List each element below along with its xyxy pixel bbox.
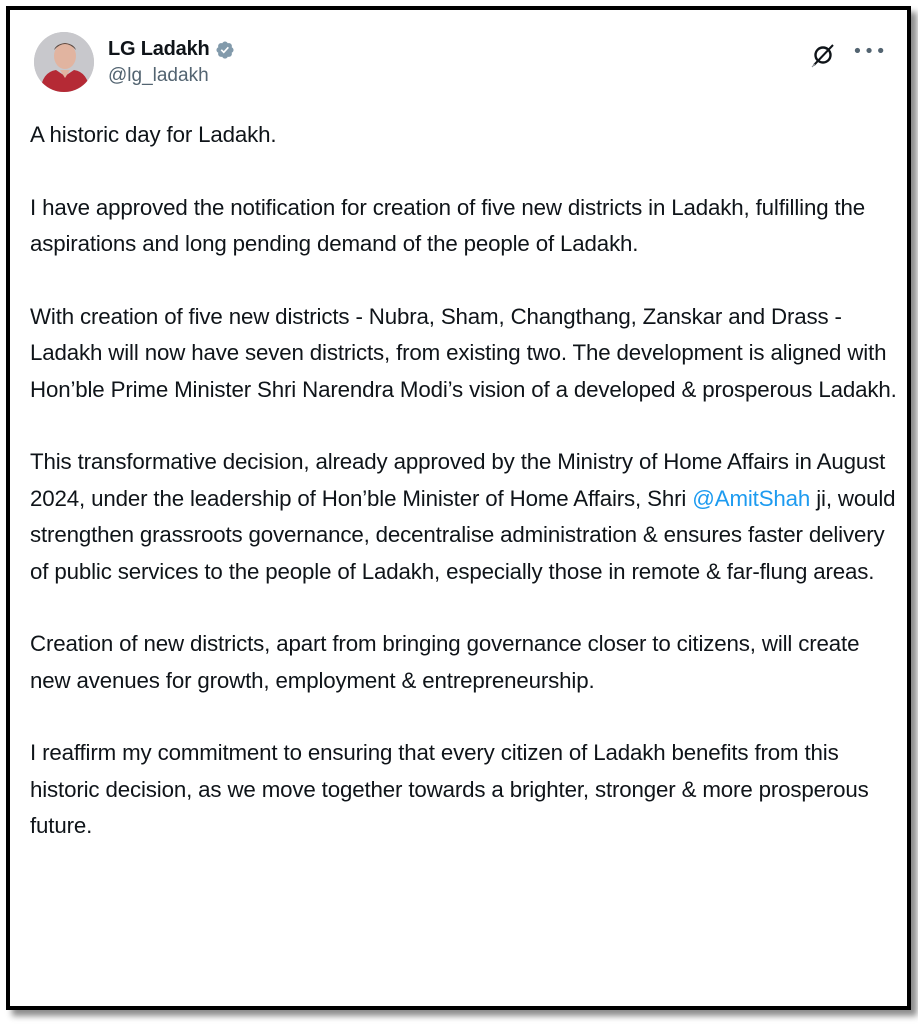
paragraph-text: This transformative decision, already approved by the Ministry of Home Affairs in August 2024, under the leadership of Hon’ble Minister of Home Affairs, Shri [30,449,886,511]
mention-link[interactable]: @AmitShah [692,485,811,511]
post-paragraph: I reaffirm my commitment to ensuring that every citizen of Ladakh benefits from this historic decision, as we move together towards a brighter, stronger & more prosperous future. [30,740,869,838]
avatar-photo-icon [34,32,94,92]
more-options-icon[interactable]: ••• [852,41,887,62]
post-paragraph: A historic day for Ladakh. [30,122,277,147]
post-card [6,6,911,1010]
post-paragraph [30,444,902,590]
verified-badge-icon [215,40,235,60]
post-paragraph: Creation of new districts, apart from bringing governance closer to citizens, will create new avenues for growth, employment & entrepreneurship. [30,631,860,693]
post-header [28,32,889,98]
post-paragraph: I have approved the notification for creation of five new districts in Ladakh, fulfilling the aspirations and long pending demand of the people of Ladakh. [30,194,866,256]
user-info [108,38,235,87]
grok-icon[interactable] [810,42,836,68]
avatar[interactable] [34,32,94,92]
post-body [30,117,902,881]
post-paragraph: With creation of five new districts - Nubra, Sham, Changthang, Zanskar and Drass - Ladakh will now have seven districts, from existing two. The development is aligned with Hon’ble Prime Minister Shri Narendra Modi’s vision of a developed & prosperous Ladakh. [30,303,897,402]
paragraph-text: ji, would strengthen grassroots governance, decentralise administration & ensures faster delivery of public services to the people of Ladakh, especially those in remote & far-flung areas. [30,485,896,584]
user-handle[interactable]: @lg_ladakh [108,65,209,86]
display-name[interactable]: LG Ladakh [108,38,210,60]
post-actions [810,42,887,68]
